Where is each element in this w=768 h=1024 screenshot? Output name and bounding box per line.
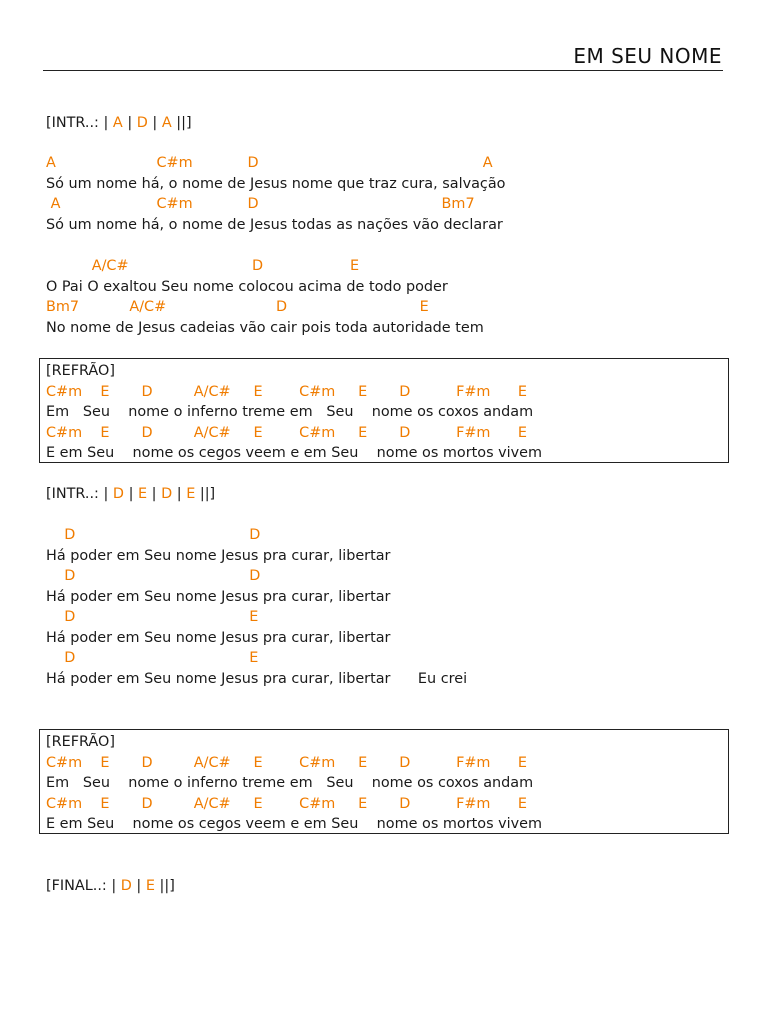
section-suffix: ||] <box>195 486 216 502</box>
intro-line <box>46 485 215 503</box>
section-prefix: [INTR..: | <box>46 486 113 502</box>
intro-line <box>46 114 192 132</box>
bar-separator: | <box>147 486 162 502</box>
chord-line: A/C# D E <box>46 258 360 274</box>
section-label: [REFRÃO] <box>46 363 115 379</box>
chord: D <box>161 486 173 502</box>
chord: D <box>120 878 132 894</box>
lyric-line: Há poder em Seu nome Jesus pra curar, libertar Eu crei <box>46 670 468 687</box>
chord-line: D D <box>46 568 261 584</box>
bar-separator: | <box>122 115 137 131</box>
chord-line: A C#m D A <box>46 155 493 171</box>
lyric-line: O Pai O exaltou Seu nome colocou acima de todo poder <box>46 278 448 295</box>
chord-line: C#m E D A/C# E C#m E D F#m E <box>46 383 527 400</box>
title-underline <box>43 70 723 71</box>
chord-line: A C#m D Bm7 <box>46 196 475 212</box>
section-suffix: ||] <box>171 115 192 131</box>
chord-line: C#m E D A/C# E C#m E D F#m E <box>46 424 527 441</box>
bar-separator: | <box>147 115 162 131</box>
bar-separator: | <box>124 486 138 502</box>
lyric-line: Há poder em Seu nome Jesus pra curar, libertar <box>46 547 391 564</box>
section-label: [REFRÃO] <box>46 734 115 750</box>
chord-line: D E <box>46 609 259 625</box>
chord: E <box>138 486 148 502</box>
bar-separator: | <box>172 486 187 502</box>
chord: E <box>186 486 196 502</box>
bar-separator: | <box>131 878 146 894</box>
chord-line: D D <box>46 527 261 543</box>
section-suffix: ||] <box>154 878 175 894</box>
chord: D <box>112 486 124 502</box>
song-title: EM SEU NOME <box>573 44 722 68</box>
lyric-line: No nome de Jesus cadeias vão cair pois toda autoridade tem <box>46 319 484 336</box>
lyric-line: Em Seu nome o inferno treme em Seu nome os coxos andam <box>46 775 534 791</box>
chord-line: C#m E D A/C# E C#m E D F#m E <box>46 754 527 771</box>
chord: A <box>161 115 172 131</box>
section-prefix: [INTR..: | <box>46 115 113 131</box>
section-prefix: [FINAL..: | <box>46 878 121 894</box>
lyric-line: Há poder em Seu nome Jesus pra curar, libertar <box>46 588 391 605</box>
chord-line: Bm7 A/C# D E <box>46 299 429 315</box>
final-line <box>46 877 175 895</box>
lyric-line: Em Seu nome o inferno treme em Seu nome os coxos andam <box>46 404 534 420</box>
lyric-line: E em Seu nome os cegos veem e em Seu nome os mortos vivem <box>46 816 543 832</box>
lyric-line: Só um nome há, o nome de Jesus nome que traz cura, salvação <box>46 175 506 192</box>
chord-line: D E <box>46 650 259 666</box>
lyric-line: Há poder em Seu nome Jesus pra curar, libertar <box>46 629 391 646</box>
lyric-line: E em Seu nome os cegos veem e em Seu nome os mortos vivem <box>46 445 543 461</box>
chord: A <box>112 115 123 131</box>
chord-line: C#m E D A/C# E C#m E D F#m E <box>46 795 527 812</box>
chord: E <box>145 878 155 894</box>
lyric-line: Só um nome há, o nome de Jesus todas as nações vão declarar <box>46 216 503 233</box>
chord: D <box>136 115 148 131</box>
